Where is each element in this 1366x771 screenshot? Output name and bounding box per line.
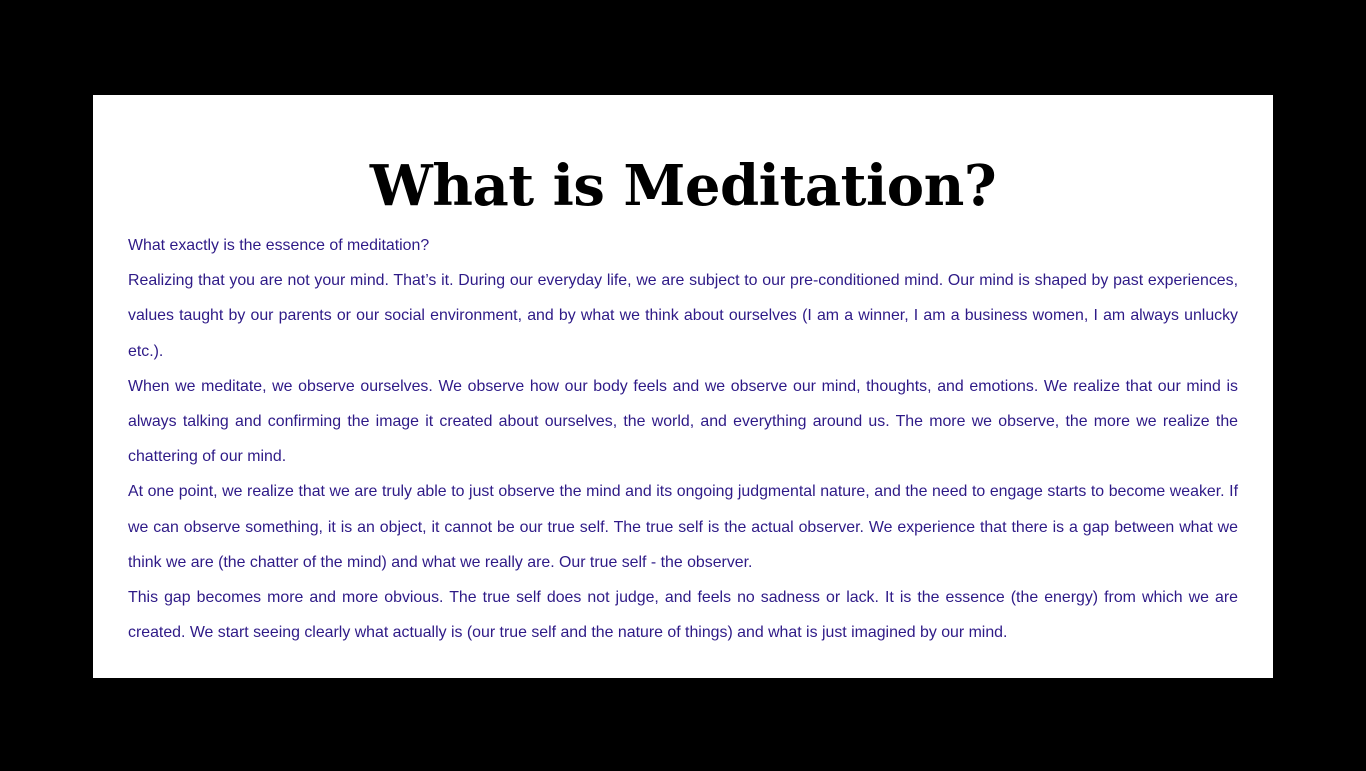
paragraph-gap: This gap becomes more and more obvious. The true self does not judge, and feels no sadness or lack. It is the essence (the energy) from which we are created. We start seeing clearly what actually is (our true self and the nature of things) and what is just imagined by our mind. (128, 589, 1238, 642)
slide (93, 95, 1273, 678)
paragraph-observer: At one point, we realize that we are truly able to just observe the mind and its ongoing judgmental nature, and the need to engage starts to become weaker. If we can observe something, it is an object, it cannot be our true self. The true self is the actual observer. We experience that there is a gap between what we think we are (the chatter of the mind) and what we really are. Our true self - the observer. (128, 483, 1238, 571)
paragraph-question: What exactly is the essence of meditation? (128, 237, 430, 254)
slide-title: What is Meditation? (369, 153, 997, 219)
paragraph-meditate: When we meditate, we observe ourselves. We observe how our body feels and we observe our mind, thoughts, and emotions. We realize that our mind is always talking and confirming the image it created about ourselves, the world, and everything around us. The more we observe, the more we realize the chattering of our mind. (128, 377, 1238, 466)
slide-body (128, 228, 1238, 650)
paragraph-realizing: Realizing that you are not your mind. That’s it. During our everyday life, we are subject to our pre-conditioned mind. Our mind is shaped by past experiences, values taught by our parents or our social environment, and by what we think about ourselves (I am a winner, I am a business women, I am always unlucky etc.). (128, 272, 1238, 360)
